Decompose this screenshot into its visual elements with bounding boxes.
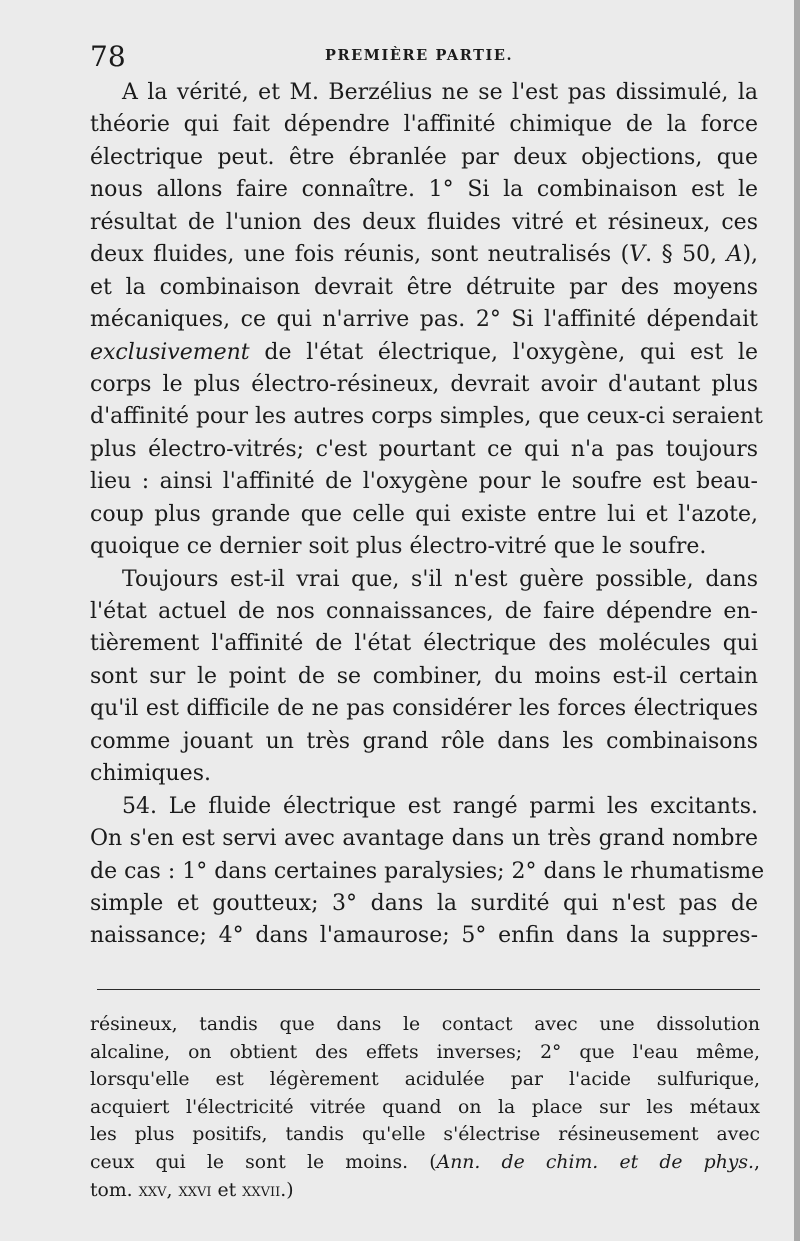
text-run: ceux qui le sont le moins. ( [90,1151,437,1173]
text-line: et la combinaison devrait être détruite par des moyens [90,274,758,300]
text-line: comme jouant un très grand rôle dans les combinaisons [90,728,758,754]
text-run: tom. [90,1179,139,1201]
text-line: théorie qui fait dépendre l'affinité chimique de la force [90,112,758,138]
text-line: On s'en est servi avec avantage dans un très grand nombre [90,826,758,852]
footnote-line: les plus positifs, tandis qu'elle s'électrise résineusement avec [90,1124,760,1146]
text-line: 54. Le fluide électrique est rangé parmi les excitants. [122,793,758,819]
main-text [90,77,765,953]
text-line: sont sur le point de se combiner, du moins est-il certain [90,663,758,689]
page-number: 78 [90,40,126,73]
italic-reference: V [629,242,646,268]
text-line: chimiques. [90,761,211,787]
text-line: naissance; 4° dans l'amaurose; 5° enfin dans la suppres- [90,923,758,949]
text-line: mécaniques, ce qui n'arrive pas. 2° Si l'affinité dépendait [90,307,758,333]
page-edge-shadow [794,0,800,1241]
text-run: de l'état électrique, l'oxygène, qui est le [249,339,758,365]
footnote-divider [97,989,760,990]
volume-numbers: xxv, xxvi [138,1179,212,1201]
text-line: d'affinité pour les autres corps simples, que ceux-ci seraient [90,404,763,430]
footnote [90,1011,760,1204]
text-line: qu'il est difficile de ne pas considérer les forces électriques [90,696,758,722]
text-line: résultat de l'union des deux fluides vitré et résineux, ces [90,209,758,235]
text-line: quoique ce dernier soit plus électro-vitré que le soufre. [90,534,707,560]
page-header [90,40,760,80]
footnote-line [90,1149,760,1177]
text-run: et [211,1179,243,1201]
text-line: l'état actuel de nos connaissances, de faire dépendre en- [90,599,758,624]
footnote-line: acquiert l'électricité vitrée quand on la place sur les métaux [90,1096,760,1118]
text-run: , [754,1151,760,1173]
text-run: .) [280,1179,294,1201]
text-line: de cas : 1° dans certaines paralysies; 2° dans le rhumatisme [90,858,765,884]
italic-word: exclusivement [90,339,250,365]
footnote-line: alcaline, on obtient des effets inverses; 2° que l'eau même, [90,1041,760,1063]
footnote-line [90,1177,760,1205]
text-line: Toujours est-il vrai que, s'il n'est guère possible, dans [122,566,758,592]
volume-numbers: xxvii [242,1179,281,1201]
citation-title: Ann. de chim. et de phys. [436,1151,755,1173]
text-line: corps le plus électro-résineux, devrait avoir d'autant plus [90,371,758,397]
text-line: simple et goutteux; 3° dans la surdité qui n'est pas de [90,890,758,916]
text-line: plus électro-vitrés; c'est pourtant ce qui n'a pas toujours [90,436,758,462]
text-line [90,239,758,271]
running-head: PREMIÈRE PARTIE. [325,47,514,64]
text-line [90,337,758,369]
text-run: deux fluides, une fois réunis, sont neutralisés ( [90,242,630,268]
footnote-line: résineux, tandis que dans le contact avec une dissolution [90,1014,760,1035]
text-run: . § 50, [645,242,727,268]
footnote-line: lorsqu'elle est légèrement acidulée par l'acide sulfurique, [90,1069,760,1091]
text-line: tièrement l'affinité de l'état électrique des molécules qui [90,631,758,657]
text-line: A la vérité, et M. Berzélius ne se l'est pas dissimulé, la [122,80,758,105]
text-run: ), [742,242,759,268]
text-line: coup plus grande que celle qui existe entre lui et l'azote, [90,501,758,527]
text-line: nous allons faire connaître. 1° Si la combinaison est le [90,177,758,203]
text-line: lieu : ainsi l'affinité de l'oxygène pour le soufre est beau- [90,469,758,495]
text-line: électrique peut. être ébranlée par deux objections, que [90,144,758,170]
italic-reference: A [726,242,743,268]
